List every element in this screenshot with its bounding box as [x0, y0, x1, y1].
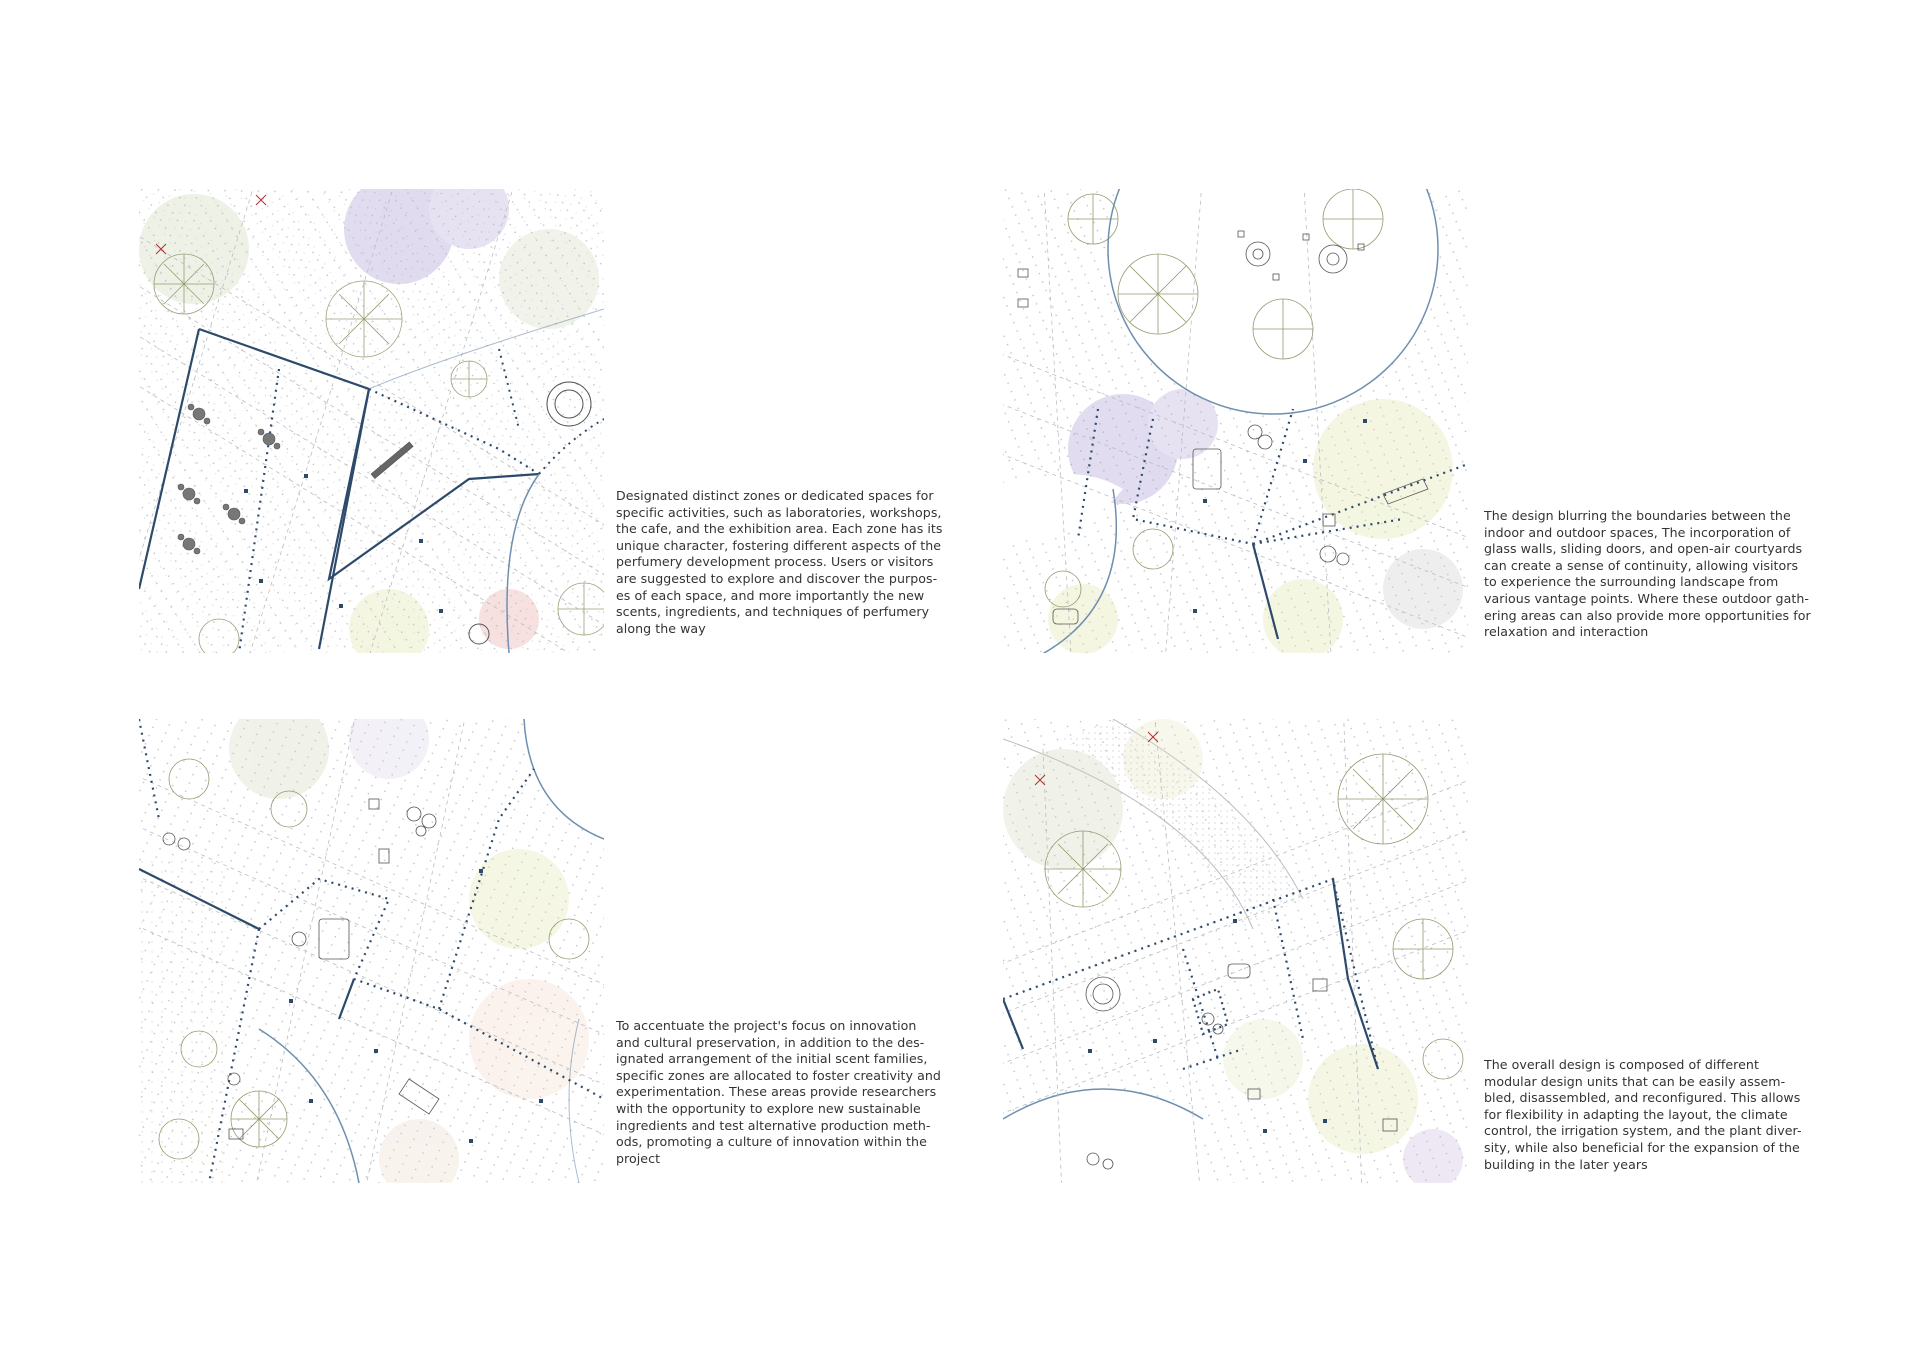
floor-plan-research [139, 719, 604, 1183]
floor-plan-modular [1003, 719, 1468, 1183]
caption-text: Designated distinct zones or dedicated spaces for specific activities, such as laboratories, workshops, the cafe, and the exhibition area. Each zone has its unique character, fostering different aspects of the perfumery development process. Users or visitors are suggested to explore and discover the purpos- es of each space, and more importantly the new scents, ingredients, and techniques of perfumery along the way [616, 488, 943, 636]
caption-indoor-outdoor [1484, 508, 1814, 641]
caption-innovation [616, 1018, 946, 1167]
caption-zones [616, 488, 946, 637]
caption-text: The overall design is composed of different modular design units that can be easily assem- bled, disassembled, and reconfigured. This allows for flexibility in adapting the layout, the climate control, the irrigation system, and the plant diver- sity, while also beneficial for the expansion of the building in the later years [1484, 1057, 1802, 1172]
caption-modular [1484, 1057, 1814, 1173]
caption-text: The design blurring the boundaries between the indoor and outdoor spaces, The incorporation of glass walls, sliding doors, and open-air courtyards can create a sense of continuity, allowing visitors to experience the surrounding landscape from various vantage points. Where these outdoor gath- ering areas can also provide more opportunities for relaxation and interaction [1484, 508, 1811, 640]
caption-text: To accentuate the project's focus on innovation and cultural preservation, in addition to the des- ignated arrangement of the initial scent families, specific zones are allocated to foster creativity and experimentation. These areas provide researchers with the opportunity to explore new sustainable ingredients and test alternative production meth- ods, promoting a culture of innovation within the project [616, 1018, 941, 1166]
floor-plan-zones [139, 189, 604, 653]
floor-plan-courtyards [1003, 189, 1468, 653]
